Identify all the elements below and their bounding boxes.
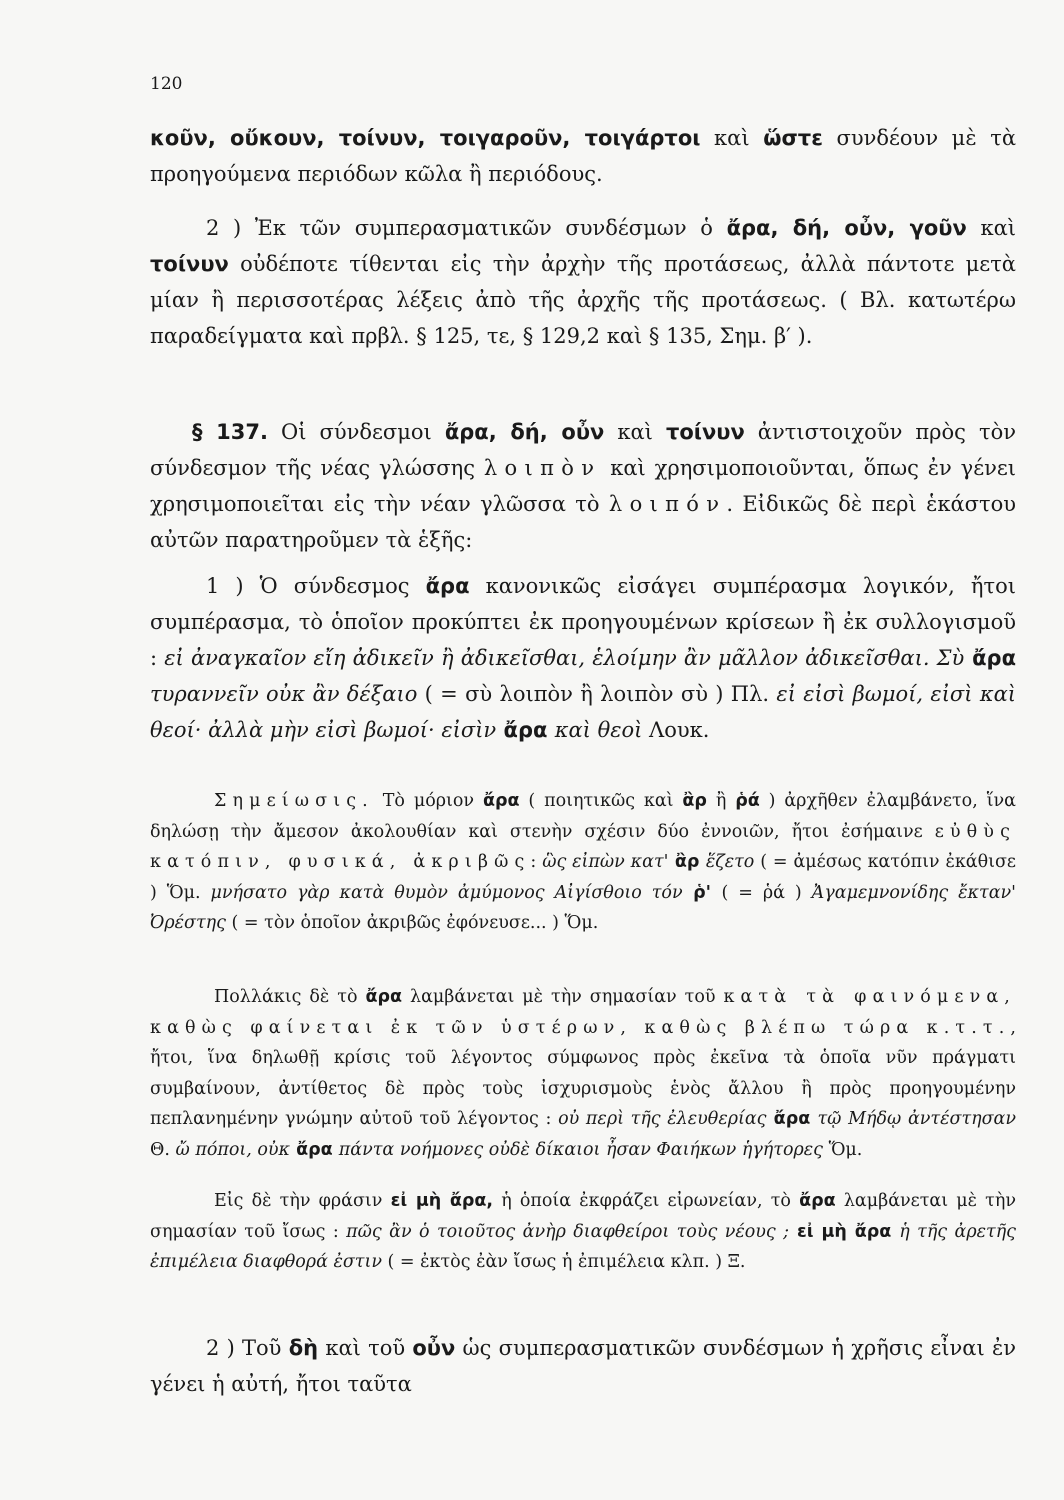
text-span: ( = σὺ λοιπὸν ἢ λοιπὸν σὺ ) Πλ. <box>417 682 777 706</box>
text-span: Εἰς δὲ τὴν φράσιν <box>214 1191 391 1211</box>
bold-term: ἄρα, δή, οὖν <box>444 420 605 444</box>
text-span: καὶ χρησιμοποιοῦνται, ὅπως ἐν γένει χρησιμοποιεῖται εἰς τὴν νέαν γλῶσσα τὸ <box>150 456 1016 516</box>
bold-term: ἄρα, δή, οὖν, γοῦν <box>726 216 967 240</box>
text-span: : <box>530 852 543 872</box>
note-semeiosis <box>150 786 1016 939</box>
note-pollakis <box>150 982 1016 1165</box>
italic-quote: ὤ πόποι, οὐκ <box>175 1139 291 1160</box>
italic-quote: μνήσατο γὰρ κατὰ θυμὸν ἀμύμονος Αἰγίσθοιο τόν <box>210 882 683 903</box>
text-span: καὶ <box>604 420 666 444</box>
bold-term: ῥά <box>735 791 760 811</box>
bold-term: ἄρα <box>766 1109 818 1129</box>
text-span: Οἱ σύνδεσμοι <box>268 420 445 444</box>
text-span: καὶ <box>700 126 764 150</box>
conjunctions-bold: κοῦν, οὔκουν, τοίνυν, τοιγαροῦν, τοιγάρτοι <box>150 126 701 150</box>
bold-term: τοίνυν <box>665 420 745 444</box>
bold-term: ἄρα <box>799 1191 836 1211</box>
bold-term: ῥ' <box>682 882 722 903</box>
italic-quote: τῷ Μήδῳ ἀντέστησαν <box>817 1109 1017 1129</box>
italic-quote: ὣς εἰπὼν κατ' <box>542 852 669 872</box>
text-span: κανονικῶς εἰσάγει συμπέρασμα λογικόν, ἤτοι συμπέρασμα, τὸ ὁποῖον προκύπτει ἐκ προηγουμένων κρίσεων ἢ ἐκ συλλογισμοῦ : <box>150 574 1016 670</box>
text-span: καὶ τοῦ <box>318 1336 413 1360</box>
text-span: Λουκ. <box>642 718 710 742</box>
paragraph-2 <box>150 210 1016 354</box>
bold-term: ἄρα <box>482 791 520 811</box>
italic-quote: καὶ θεοὶ <box>554 718 643 742</box>
section-number: § 137. <box>192 420 268 444</box>
text-span: ἡ ὁποία ἐκφράζει εἰρωνείαν, τὸ <box>493 1191 800 1211</box>
spaced-term: λοιπὸν <box>483 456 602 480</box>
text-span: ( = ἐκτὸς ἐὰν ἴσως ἡ ἐπιμέλεια κλπ. ) Ξ. <box>381 1252 746 1272</box>
text-span: λαμβάνεται μὲ τὴν σημασίαν τοῦ ἴσως : <box>150 1191 1016 1242</box>
italic-quote: εἰ ἀναγκαῖον εἴη ἀδικεῖν ἢ ἀδικεῖσθαι, ἑλοίμην ἂν μᾶλλον ἀδικεῖσθαι. Σὺ <box>164 646 965 670</box>
text-span: ὡς συμπερασματικῶν συνδέσμων ἡ χρῆσις εἶναι ἐν γένει ἡ αὐτή, ἤτοι ταῦτα <box>150 1336 1016 1396</box>
spaced-term: λοιπόν <box>608 492 727 516</box>
bold-term: οὖν <box>412 1336 456 1360</box>
text-span: , ἤτοι, ἵνα δηλωθῇ κρίσις τοῦ λέγοντος σύμφωνος πρὸς ἐκεῖνα τὰ ὁποῖα νῦν πράγματι συμβαίνουν, ἀντίθετος δὲ πρὸς τοὺς ἰσχυρισμοὺς ἑνὸς ἄλλου ἢ πρὸς προηγουμένην πεπλανημένην γνώμην αὐτοῦ τοῦ λέγοντος : <box>150 1017 1016 1129</box>
italic-quote: τυραννεῖν οὐκ ἂν δέξαιο <box>150 682 418 706</box>
bold-term: ἄρα <box>365 987 403 1007</box>
text-span: Θ. <box>150 1139 176 1160</box>
bold-term: τοίνυν <box>150 252 229 276</box>
spaced-term: κατὰ τὰ φαινόμενα, καθὼς φαίνεται ἐκ τῶν ὑστέρων, καθὼς βλέπω τώρα κ.τ.τ. <box>150 987 1016 1038</box>
bold-term: ἄρα <box>425 574 470 598</box>
bold-term: ἄρα <box>290 1139 339 1160</box>
italic-quote: Ἀγαμεμνονίδης ἔκταν' Ὀρέστης <box>150 882 1016 933</box>
text-span: Ὅμ. <box>823 1139 863 1160</box>
text-span: λαμβάνεται μὲ τὴν σημασίαν τοῦ <box>402 987 724 1007</box>
text-span: . Εἰδικῶς δὲ περὶ ἑκάστου αὐτῶν παρατηροῦμεν τὰ ἑξῆς: <box>150 492 1016 552</box>
bold-term: ἂρ <box>682 791 707 811</box>
bold-term: ἄρα <box>964 646 1016 670</box>
text-span: συνδέουν μὲ τὰ προηγούμενα περιόδων κῶλα ἢ περιόδους. <box>150 126 1017 186</box>
bold-term: εἰ μὴ ἄρα <box>789 1221 900 1242</box>
text-span: ἀντιστοιχοῦν πρὸς τὸν σύνδεσμον τῆς νέας γλώσσης <box>150 420 1016 480</box>
text-span: Τὸ μόριον <box>373 791 483 811</box>
bold-term: δὴ <box>288 1336 319 1360</box>
italic-quote: πῶς ἂν ὁ τοιοῦτος ἀνὴρ διαφθείροι τοὺς νέους ; <box>346 1221 790 1242</box>
text-span: καὶ <box>966 216 1016 240</box>
text-span: 2 ) Τοῦ <box>206 1336 289 1360</box>
spaced-term: εὐθὺς κατόπιν, φυσικά, ἀκριβῶς <box>150 821 1016 872</box>
text-span: Πολλάκις δὲ τὸ <box>214 987 366 1007</box>
bold-term: ὥστε <box>763 126 823 150</box>
bold-term: εἰ μὴ ἄρα, <box>390 1191 494 1211</box>
text-span: ( = ἀμέσως κατόπιν ἐκάθισε ) Ὅμ. <box>150 852 1016 903</box>
page-number: 120 <box>150 74 183 94</box>
text-span: 1 ) Ὁ σύνδεσμος <box>206 574 426 598</box>
text-span: ( ποιητικῶς καὶ <box>519 791 683 811</box>
bold-term: ἄρα <box>496 718 555 742</box>
italic-quote: ἕζετο <box>705 852 755 872</box>
text-span: ( = ῥά ) <box>721 882 812 903</box>
italic-quote: οὐ περὶ τῆς ἐλευθερίας <box>558 1109 767 1129</box>
italic-quote: πάντα νοήμονες οὐδὲ δίκαιοι ἦσαν Φαιήκων ἡγήτορες <box>338 1139 823 1160</box>
text-span: ( = τὸν ὁποῖον ἀκριβῶς ἐφόνευσε... ) Ὅμ. <box>225 913 599 933</box>
section-137 <box>150 414 1016 558</box>
paragraph-intro <box>150 120 1016 192</box>
text-span: ) ἀρχῆθεν ἐλαμβάνετο, ἵνα δηλώσῃ τὴν ἄμεσον ἀκολουθίαν καὶ στενὴν σχέσιν δύο ἐννοιῶν, ἤτοι ἐσήμαινε <box>150 791 1016 842</box>
italic-quote: εἰ εἰσὶ βωμοί, εἰσὶ καὶ θεοί· ἀλλὰ μὴν εἰσὶ βωμοί· εἰσὶν <box>150 682 1017 742</box>
italic-quote: ἡ τῆς ἀρετῆς ἐπιμέλεια διαφθορά ἐστιν <box>150 1221 1016 1272</box>
paragraph-1-ara <box>150 568 1016 748</box>
text-span: ἢ <box>706 791 736 811</box>
bold-term: ἂρ <box>668 852 706 872</box>
text-span: 2 ) Ἐκ τῶν συμπερασματικῶν συνδέσμων ὁ <box>206 216 727 240</box>
note-heading: Σημείωσις. <box>214 791 374 811</box>
note-ei-me-ara <box>150 1186 1016 1278</box>
text-span: οὐδέποτε τίθενται εἰς τὴν ἀρχὴν τῆς προτάσεως, ἀλλὰ πάντοτε μετὰ μίαν ἢ περισσοτέρας λέξεις ἀπὸ τῆς ἀρχῆς τῆς προτάσεως. ( Βλ. κατωτέρω παραδείγματα καὶ πρβλ. § 125, τε, § 129,2 καὶ § 135, Σημ. β′ ). <box>150 252 1016 348</box>
paragraph-2-de-oun <box>150 1330 1016 1402</box>
